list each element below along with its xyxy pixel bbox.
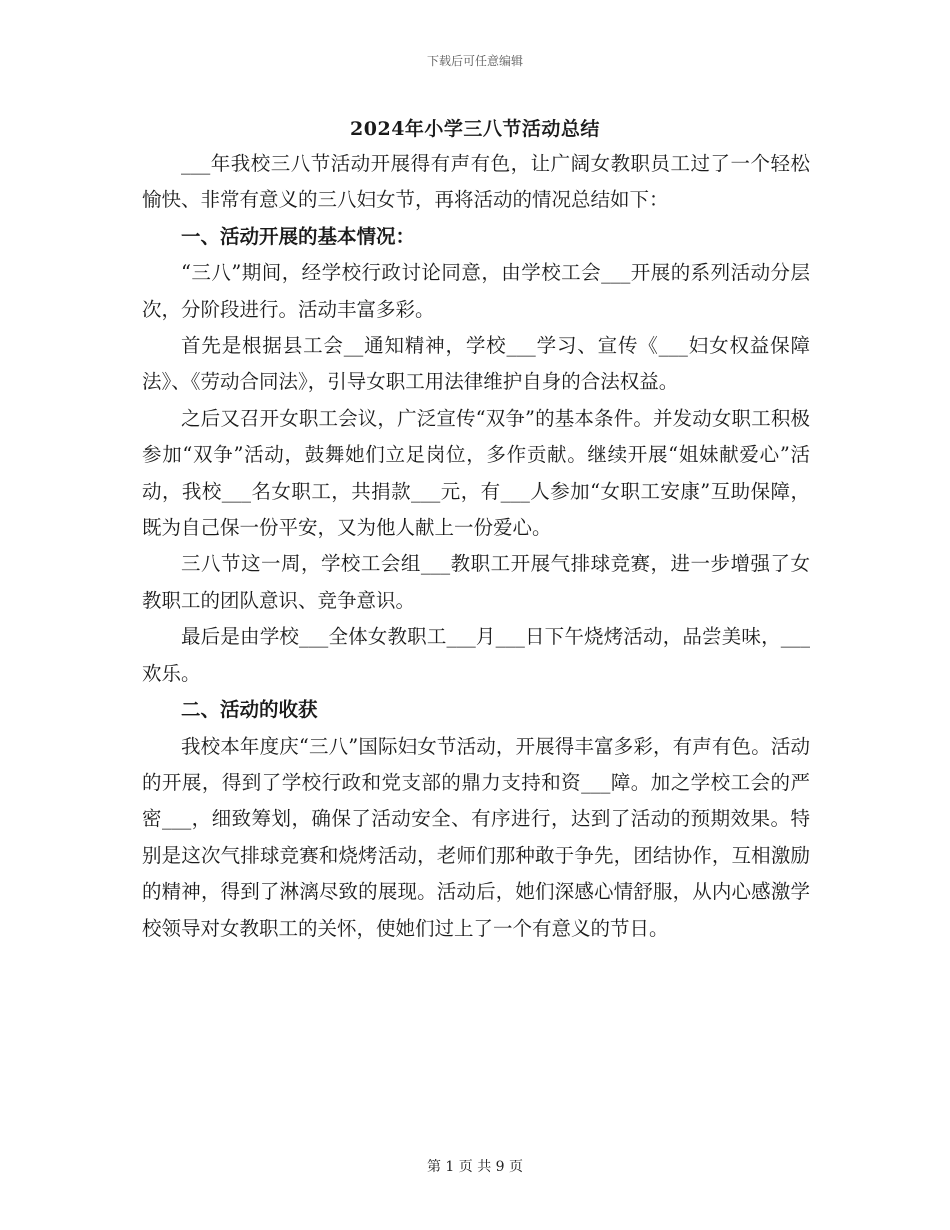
page-number: 第 1 页 共 9 页 <box>426 1159 524 1175</box>
section-1-paragraph-4: 三八节这一周，学校工会组___教职工开展气排球竞赛，进一步增强了女教职工的团队意识、竞争意识。 <box>142 552 810 612</box>
document-title: 2024年小学三八节活动总结 <box>350 118 600 140</box>
section-2-heading: 二、活动的收获 <box>181 698 318 722</box>
section-1-paragraph-5: 最后是由学校___全体女教职工___月___日下午烧烤活动，品尝美味，___欢乐。 <box>142 625 810 685</box>
intro-paragraph: ___年我校三八节活动开展得有声有色，让广阔女教职员工过了一个轻松愉快、非常有意义的三八妇女节，再将活动的情况总结如下： <box>142 152 810 212</box>
document-body <box>142 146 810 947</box>
download-note: 下载后可任意编辑 <box>426 54 523 68</box>
section-1-heading: 一、活动开展的基本情况： <box>181 224 416 248</box>
section-1-paragraph-3: 之后又召开女职工会议，广泛宣传“双争”的基本条件。并发动女职工积极参加“双争”活动，鼓舞她们立足岗位，多作贡献。继续开展“姐妹献爱心”活动，我校___名女职工，共捐款___元，有___人参加“女职工安康”互助保障，既为自己保一份平安，又为他人献上一份爱心。 <box>142 406 810 540</box>
section-2-paragraph-1: 我校本年度庆“三八”国际妇女节活动，开展得丰富多彩，有声有色。活动的开展，得到了学校行政和党支部的鼎力支持和资___障。加之学校工会的严密___，细致筹划，确保了活动安全、有序进行，达到了活动的预期效果。特别是这次气排球竞赛和烧烤活动，老师们那种敢于争先，团结协作，互相激励的精神，得到了淋漓尽致的展现。活动后，她们深感心情舒服，从内心感激学校领导对女教职工的关怀，使她们过上了一个有意义的节日。 <box>142 734 810 940</box>
section-1-paragraph-1: “三八”期间，经学校行政讨论同意，由学校工会___开展的系列活动分层次，分阶段进行。活动丰富多彩。 <box>142 261 810 321</box>
section-1-paragraph-2: 首先是根据县工会__通知精神，学校___学习、宣传《___妇女权益保障法》、《劳动合同法》，引导女职工用法律维护自身的合法权益。 <box>142 334 810 394</box>
